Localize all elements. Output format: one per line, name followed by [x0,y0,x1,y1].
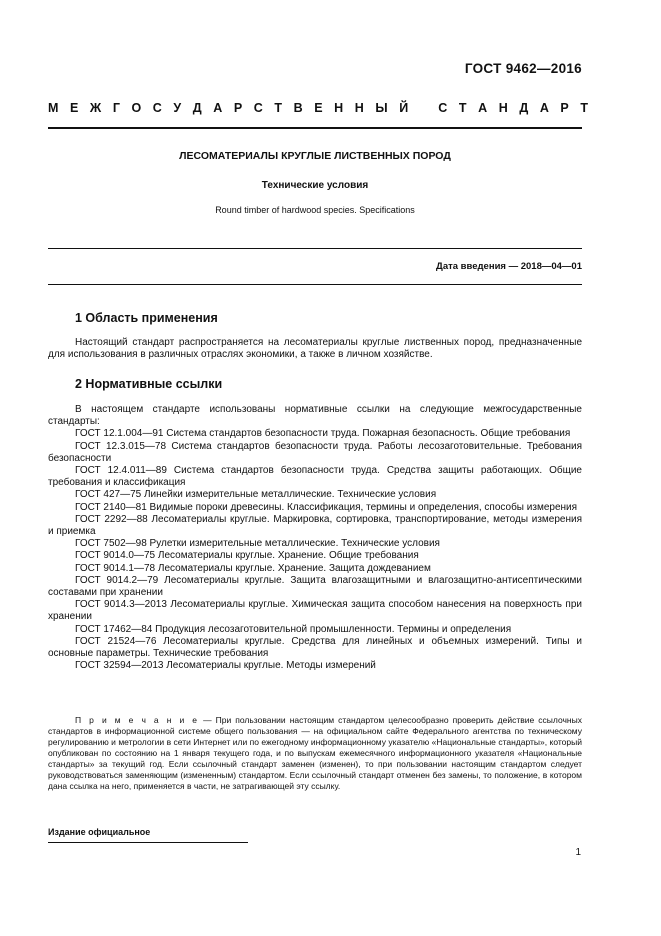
interstate-letter: Е [314,101,323,115]
interstate-letter: Ы [375,101,388,115]
interstate-letter: А [539,101,549,115]
reference-item: ГОСТ 2140—81 Видимые пороки древесины. Классификация, термины и определения, способы измерения [75,501,578,513]
section-2-heading: 2 Нормативные ссылки [75,377,223,391]
reference-item: ГОСТ 9014.1—78 Лесоматериалы круглые. Хранение. Защита дождеванием [75,562,431,574]
date-rule [48,284,582,285]
interstate-letter: С [253,101,263,115]
note-text: — При пользовании настоящим стандартом целесообразно проверить действие ссылочных стандартов в информационной системе общего пользования — на официальном сайте Федерального агентства по техническому регулированию и метрологии в сети Интернет или по ежегодному информационному указателю «Национальные стандарты», который опубликован по состоянию на 1 января текущего года, и по выпускам ежемесячного информационного указателя «Национальные стандарты» за текущий год. Если ссылочный стандарт заменен (изменен), то при пользовании настоящим стандартом следует руководствоваться заменяющим (измененным) стандартом. Если ссылочный стандарт отменен без замены, то положение, в котором дана ссылка на него, применяется в части, не затрагивающей эту ссылку. [48,715,582,791]
section-1-heading: 1 Область применения [75,311,218,325]
note-label: П р и м е ч а н и е [75,715,200,725]
reference-item: ГОСТ 9014.0—75 Лесоматериалы круглые. Хранение. Общие требования [75,550,419,562]
references-block [48,404,582,672]
reference-item: ГОСТ 2292—88 Лесоматериалы круглые. Маркировка, сортировка, транспортирование, методы измерения и приемка [48,513,582,538]
reference-item: ГОСТ 21524—76 Лесоматериалы круглые. Средства для линейных и объемных измерений. Типы и основные параметры. Технические требования [48,635,582,660]
interstate-standard-heading [48,101,588,115]
interstate-letter: Н [334,101,344,115]
interstate-letter: О [131,101,142,115]
references-intro: В настоящем стандарте использованы нормативные ссылки на следующие межгосударственные стандарты: [48,404,582,428]
interstate-letter: Н [498,101,508,115]
interstate-letter: Т [580,101,588,115]
section-1-text [48,337,582,361]
interstate-letter: Р [560,101,569,115]
document-subtitle: Технические условия [261,180,369,191]
reference-item: ГОСТ 7502—98 Рулетки измерительные металлические. Технические условия [75,538,440,550]
interstate-letter: Ж [89,101,102,115]
edition-rule [48,842,248,843]
interstate-letter: С [438,101,448,115]
interstate-letter: М [48,101,59,115]
document-title: ЛЕСОМАТЕРИАЛЫ КРУГЛЫЕ ЛИСТВЕННЫХ ПОРОД [179,150,451,162]
interstate-letter: Д [519,101,529,115]
interstate-letter: С [152,101,162,115]
reference-item: ГОСТ 32594—2013 Лесоматериалы круглые. Методы измерений [75,660,376,672]
interstate-letter: Й [399,101,409,115]
section-1-text-body: Настоящий стандарт распространяется на лесоматериалы круглые лиственных пород, предназначенные для использования в различных отраслях экономики, а также в личном хозяйстве. [48,337,582,361]
interstate-letter: Г [112,101,120,115]
reference-item: ГОСТ 9014.3—2013 Лесоматериалы круглые. Химическая защита способом нанесения на поверхность при хранении [48,599,582,623]
interstate-letter: Т [458,101,467,115]
reference-item: ГОСТ 9014.2—79 Лесоматериалы круглые. Защита влагозащитными и влагозащитно-антисептическими составами при хранении [48,574,582,599]
date-of-introduction: Дата введения — 2018—04—01 [436,261,582,272]
official-edition-label: Издание официальное [48,827,151,837]
page-number: 1 [575,847,581,858]
interstate-letter: Т [274,101,283,115]
interstate-letter: Н [354,101,364,115]
interstate-letter: А [213,101,223,115]
interstate-letter: Р [233,101,243,115]
interstate-letter [420,101,427,115]
references-list [48,428,582,672]
reference-item: ГОСТ 427—75 Линейки измерительные металлические. Технические условия [75,489,437,501]
note-block [48,715,582,792]
reference-item: ГОСТ 12.3.015—78 Система стандартов безопасности труда. Работы лесозаготовительные. Требования безопасности [48,440,582,464]
title-rule [48,248,582,249]
reference-item: ГОСТ 17462—84 Продукция лесозаготовительной промышленности. Термины и определения [75,623,512,635]
english-title: Round timber of hardwood species. Specifications [215,205,415,215]
interstate-letter: А [478,101,488,115]
interstate-letter: В [293,101,303,115]
interstate-letter: Д [192,101,202,115]
reference-item: ГОСТ 12.1.004—91 Система стандартов безопасности труда. Пожарная безопасность. Общие требования [75,428,571,440]
interstate-letter: У [173,101,182,115]
header-rule [48,127,582,129]
interstate-letter: Е [70,101,79,115]
reference-item: ГОСТ 12.4.011—89 Система стандартов безопасности труда. Средства защиты работающих. Общие требования и классификация [48,465,582,489]
standard-code: ГОСТ 9462—2016 [464,61,582,76]
